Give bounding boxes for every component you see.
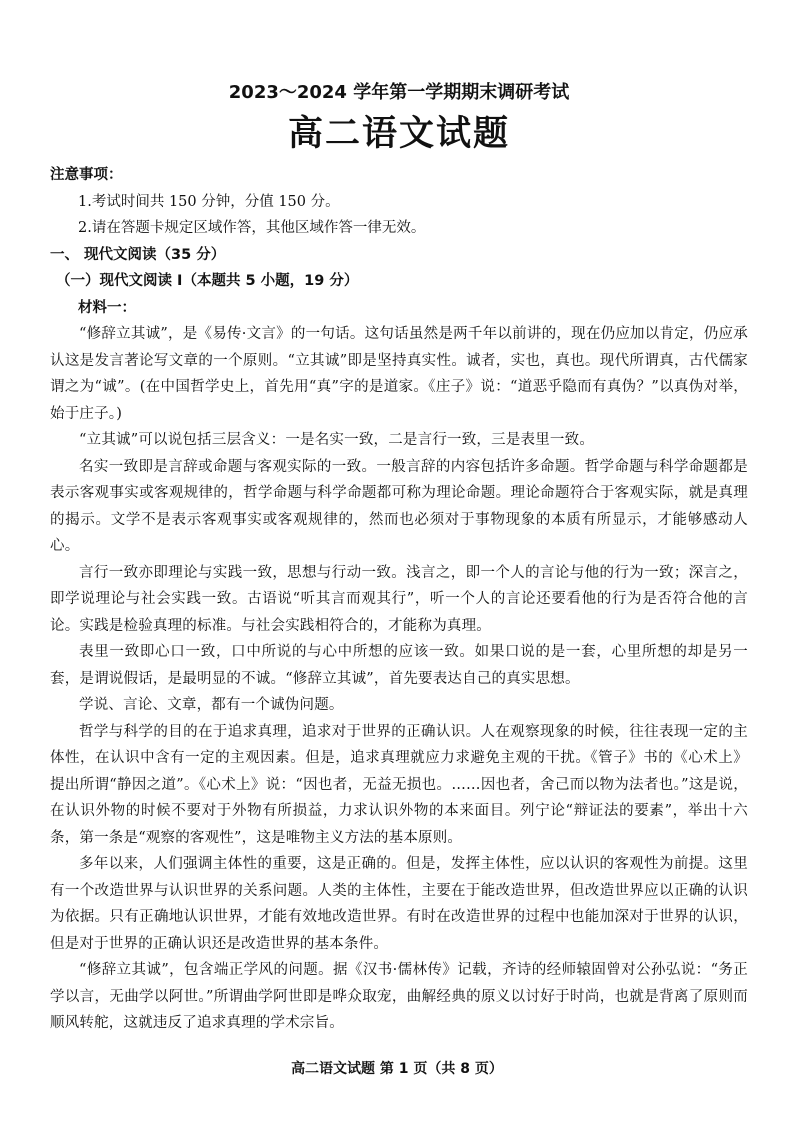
- paragraph-3: 名实一致即是言辞或命题与客观实际的一致。一般言辞的内容包括许多命题。哲学命题与科学命题都是表示客观事实或客观规律的，哲学命题与科学命题都可称为理论命题。理论命题符合于客观实际，就是真理的揭示。文学不是表示客观事实或客观规律的，然而也必须对于事物现象的本质有所显示，才能够感动人心。: [50, 458, 748, 554]
- material-label: 材料一：: [78, 299, 136, 316]
- section-sub-title: （一）现代文阅读 I（本题共 5 小题，19 分）: [56, 273, 359, 289]
- subject-title: 高二语文试题: [287, 114, 510, 154]
- notice-item-1: 1.考试时间共 150 分钟，分值 150 分。: [78, 193, 340, 210]
- paragraph-6: 学说、言论、文章，都有一个诚伪问题。: [79, 697, 344, 713]
- paragraph-8: 多年以来，人们强调主体性的重要，这是正确的。但是，发挥主体性，应以认识的客观性为前提。这里有一个改造世界与认识世界的关系问题。人类的主体性，主要在于能改造世界，但改造世界应以正确的认识为依据。只有正确地认识世界，才能有效地改造世界。有时在改造世界的过程中也能加深对于世界的认识，但是对于世界的正确认识还是改造世界的基本条件。: [50, 856, 748, 952]
- paragraph-1: “修辞立其诚”，是《易传·文言》的一句话。这句话虽然是两千年以前讲的，现在仍应加以肯定，仍应承认这是发言著论写文章的一个原则。“立其诚”即是坚持真实性。诚者，实也，真也。现代所谓真，古代儒家谓之为“诚”。(在中国哲学史上，首先用“真”字的是道家。《庄子》说：“道恶乎隐而有真伪？”以真伪对举，始于庄子。): [50, 326, 748, 422]
- paragraph-9: “修辞立其诚”，包含端正学风的问题。据《汉书·儒林传》记载，齐诗的经师辕固曾对公孙弘说：“务正学以言，无曲学以阿世。”所谓曲学阿世即是哗众取宠，曲解经典的原义以讨好于时尚，也就是背离了原则而顺风转舵，这就违反了追求真理的学术宗旨。: [50, 962, 748, 1031]
- paragraph-7: 哲学与科学的目的在于追求真理，追求对于世界的正确认识。人在观察现象的时候，往往表现一定的主体性，在认识中含有一定的主观因素。但是，追求真理就应力求避免主观的干扰。《管子》书的《心术上》提出所谓“静因之道”。《心术上》说：“因也者，无益无损也。……因也者，舍己而以物为法者也。”这是说，在认识外物的时候不要对于外物有所损益，力求认识外物的本来面目。列宁论“辩证法的要素”，举出十六条，第一条是“观察的客观性”，这是唯物主义方法的基本原则。: [50, 723, 748, 846]
- notice-item-2: 2.请在答题卡规定区域作答，其他区域作答一律无效。: [78, 220, 426, 236]
- notice-heading: 注意事项：: [50, 167, 123, 183]
- page-footer: 高二语文试题 第 1 页（共 8 页）: [291, 1061, 503, 1077]
- article-body: [50, 321, 748, 1037]
- paragraph-4: 言行一致亦即理论与实践一致，思想与行动一致。浅言之，即一个人的言论与他的行为一致；深言之，即学说理论与社会实践一致。古语说“听其言而观其行”，听一个人的言论还要看他的行为是否符合他的言论。实践是检验真理的标准。与社会实践相符合的，才能称为真理。: [50, 564, 748, 634]
- paragraph-5: 表里一致即心口一致，口中所说的与心中所想的应该一致。如果口说的是一套，心里所想的却是另一套，是谓说假话，是最明显的不诚。“修辞立其诚”，首先要表达自己的真实思想。: [50, 644, 748, 687]
- section-title: 一、 现代文阅读（35 分）: [50, 246, 226, 263]
- paragraph-2: “立其诚”可以说包括三层含义：一是名实一致，二是言行一致，三是表里一致。: [79, 432, 595, 448]
- exam-title: 2023～2024 学年第一学期期末调研考试: [228, 82, 570, 103]
